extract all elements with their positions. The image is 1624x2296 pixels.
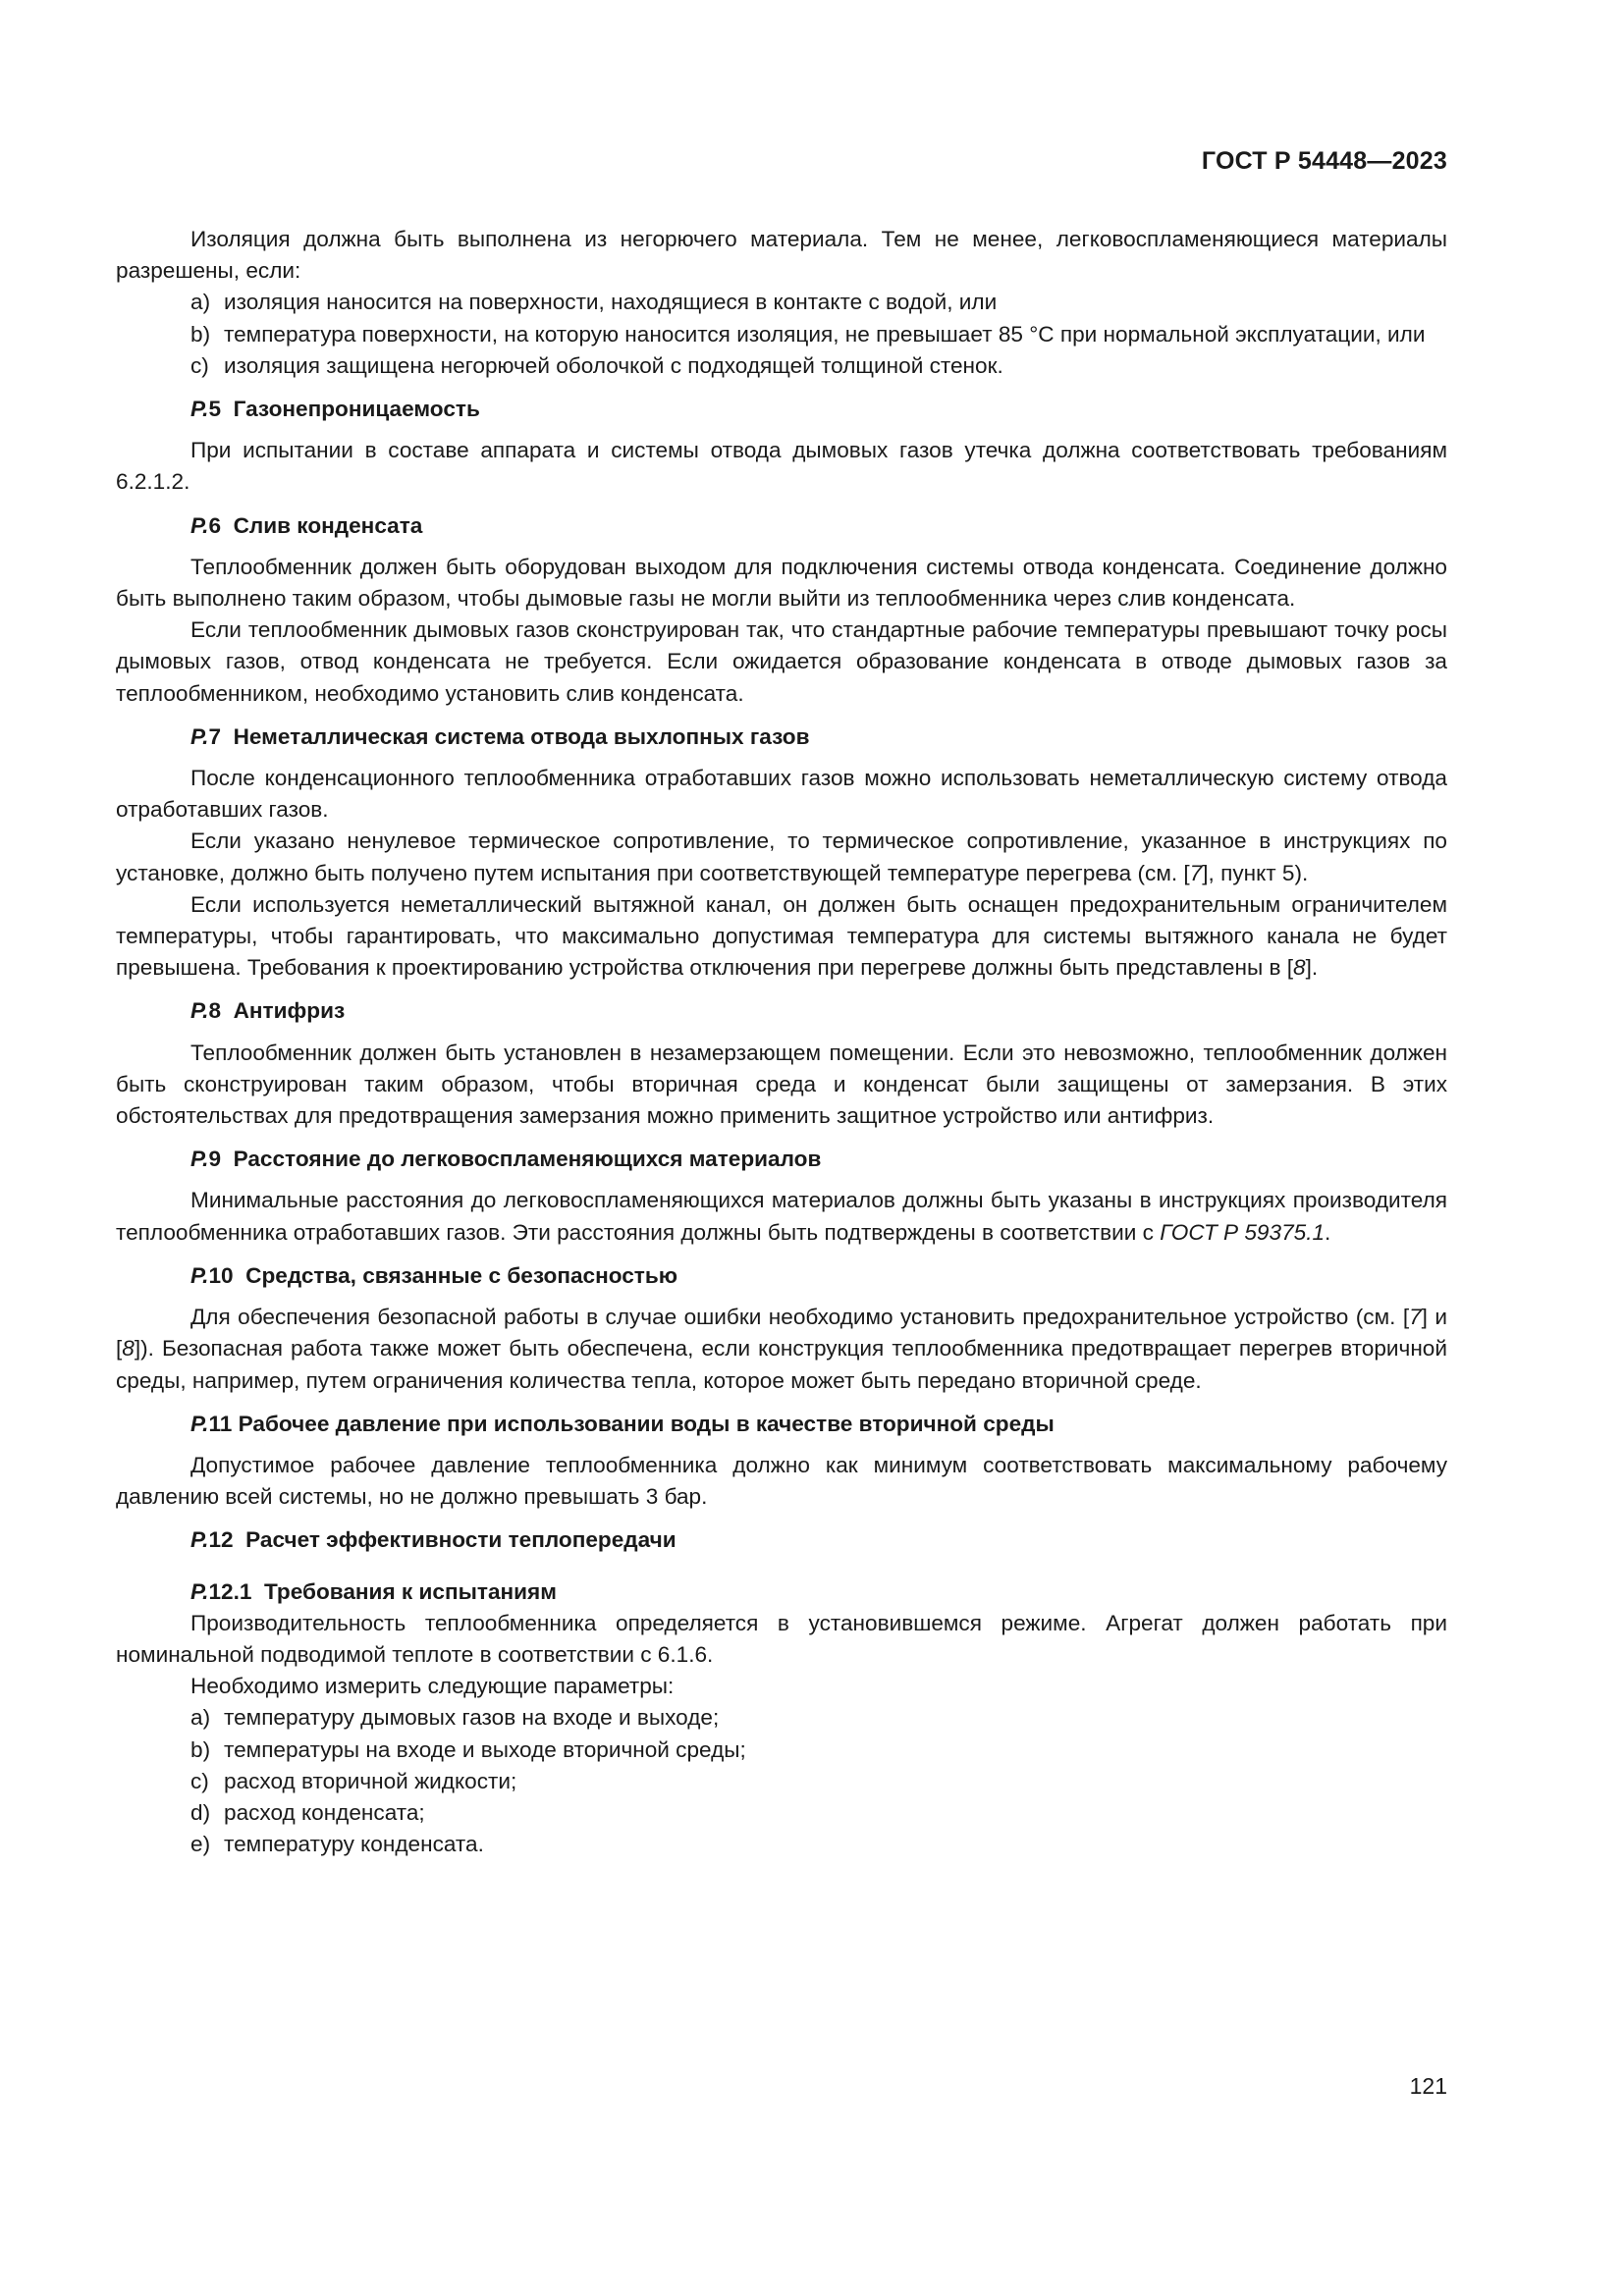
paragraph-text: . <box>1325 1219 1331 1245</box>
list-marker: c) <box>190 1768 209 1793</box>
list-item <box>116 1829 1447 1860</box>
reference-7: 7 <box>1189 860 1203 885</box>
paragraph: Теплообменник должен быть оборудован выходом для подключения системы отвода конденсата. Соединение должно быть выполнено таким образом, чтобы дымовые газы не могли выйти из теплообменника через слив конденсата. <box>116 554 1447 612</box>
paragraph: После конденсационного теплообменника отработавших газов можно использовать неметаллическую систему отвода отработавших газов. <box>116 766 1447 823</box>
list-item <box>116 1735 1447 1766</box>
section-prefix: P. <box>190 1578 209 1604</box>
section-number: 7 <box>208 723 222 749</box>
section-prefix: P. <box>190 723 209 749</box>
paragraph <box>116 826 1447 888</box>
list-marker: b) <box>190 1736 211 1762</box>
list-text: расход вторичной жидкости; <box>224 1768 517 1793</box>
paragraph <box>116 1185 1447 1248</box>
list-item <box>116 1766 1447 1797</box>
section-heading-p7 <box>116 721 1447 753</box>
list-item <box>116 287 1447 318</box>
paragraph-text: Для обеспечения безопасной работы в случае ошибки необходимо установить предохранительное устройство (см. [ <box>190 1305 1410 1330</box>
section-heading-p5 <box>116 394 1447 425</box>
list-marker: a) <box>190 1705 211 1731</box>
section-number: 12 <box>208 1527 234 1553</box>
section-number: 5 <box>208 397 222 422</box>
document-code: ГОСТ Р 54448—2023 <box>1201 147 1447 175</box>
section-number: 11 <box>208 1411 233 1436</box>
paragraph: Теплообменник должен быть установлен в незамерзающем помещении. Если это невозможно, теплообменник должен быть сконструирован таким образом, чтобы вторичная среда и конденсат были защищены от замерзания. В этих обстоятельствах для предотвращения замерзания можно применить защитное устройство или антифриз. <box>116 1040 1447 1129</box>
section-heading-p12-1 <box>116 1576 1447 1608</box>
section-heading-p6 <box>116 510 1447 542</box>
list-item <box>116 319 1447 350</box>
section-title: Антифриз <box>233 998 346 1024</box>
reference-8: 8 <box>122 1336 135 1362</box>
list-text: изоляция наносится на поверхности, находящиеся в контакте с водой, или <box>224 290 998 315</box>
reference-8: 8 <box>1293 955 1306 981</box>
section-number: 9 <box>208 1147 222 1172</box>
section-title: Слив конденсата <box>233 512 423 538</box>
section-prefix: P. <box>190 1411 209 1436</box>
section-heading-p10 <box>116 1260 1447 1292</box>
paragraph-text: ], пункт 5). <box>1202 860 1309 885</box>
list-item <box>116 1702 1447 1734</box>
paragraph: Допустимое рабочее давление теплообменника должно как минимум соответствовать максимальному рабочему давлению всей системы, но не должно превышать 3 бар. <box>116 1452 1447 1510</box>
spacer <box>116 1567 1447 1576</box>
intro-paragraph: Изоляция должна быть выполнена из негорючего материала. Тем не менее, легковоспламеняющиеся материалы разрешены, если: <box>116 227 1447 284</box>
list-marker: c) <box>190 352 209 378</box>
section-title: Газонепроницаемость <box>233 397 480 422</box>
section-heading-p8 <box>116 995 1447 1027</box>
section-title: Расчет эффективности теплопередачи <box>245 1527 677 1553</box>
section-number: 8 <box>208 998 222 1024</box>
document-body <box>116 224 1447 1860</box>
paragraph-text: ]. <box>1305 955 1319 981</box>
section-heading-p9 <box>116 1144 1447 1175</box>
list-marker: e) <box>190 1832 211 1857</box>
paragraph: Если теплообменник дымовых газов сконструирован так, что стандартные рабочие температуры превышают точку росы дымовых газов, отвод конденсата не требуется. Если ожидается образование конденсата в отводе дымовых газов за теплообменником, необходимо установить слив конденсата. <box>116 617 1447 706</box>
list-text: температуру дымовых газов на входе и выходе; <box>224 1705 720 1731</box>
section-heading-p11 <box>116 1409 1447 1440</box>
reference-7: 7 <box>1409 1305 1422 1330</box>
list-marker: a) <box>190 290 211 315</box>
section-prefix: P. <box>190 512 209 538</box>
paragraph-text: ]). Безопасная работа также может быть обеспечена, если конструкция теплообменника предотвращает перегрев вторичной среды, например, путем ограничения количества тепла, которое может быть передано вторичной среде. <box>116 1336 1447 1393</box>
list-text: температура поверхности, на которую наносится изоляция, не превышает 85 °C при нормальной эксплуатации, или <box>224 321 1426 347</box>
paragraph <box>116 889 1447 985</box>
section-title: Рабочее давление при использовании воды в качестве вторичной среды <box>238 1411 1055 1436</box>
list-text: температуры на входе и выходе вторичной среды; <box>224 1736 746 1762</box>
section-title: Средства, связанные с безопасностью <box>245 1262 678 1288</box>
section-prefix: P. <box>190 1147 209 1172</box>
paragraph: Необходимо измерить следующие параметры: <box>190 1674 675 1699</box>
section-title: Требования к испытаниям <box>263 1578 557 1604</box>
paragraph-text: Если указано ненулевое термическое сопротивление, то термическое сопротивление, указанное в инструкциях по установке, должно быть получено путем испытания при соответствующей температуре перегрева (см. [ <box>116 828 1447 885</box>
section-heading-p12 <box>116 1524 1447 1556</box>
paragraph-text: Если используется неметаллический вытяжной канал, он должен быть оснащен предохранительным ограничителем температуры, чтобы гарантировать, что максимально допустимая температура для системы вытяжного канала не будет превышена. Требования к проектированию устройства отключения при перегреве должны быть представлены в [ <box>116 891 1447 981</box>
section-number: 12.1 <box>208 1578 252 1604</box>
paragraph-text: ] и [ <box>116 1305 1447 1362</box>
list-marker: d) <box>190 1799 211 1825</box>
section-number: 6 <box>208 512 222 538</box>
list-marker: b) <box>190 321 211 347</box>
list-text: температуру конденсата. <box>224 1832 484 1857</box>
section-prefix: P. <box>190 397 209 422</box>
standard-reference: ГОСТ Р 59375.1 <box>1160 1219 1326 1245</box>
section-title: Неметаллическая система отвода выхлопных газов <box>233 723 810 749</box>
document-page <box>116 0 1447 2296</box>
list-text: изоляция защищена негорючей оболочкой с подходящей толщиной стенок. <box>224 352 1003 378</box>
list-item <box>116 350 1447 382</box>
paragraph: Производительность теплообменника определяется в установившемся режиме. Агрегат должен работать при номинальной подводимой теплоте в соответствии с 6.1.6. <box>116 1610 1447 1667</box>
section-prefix: P. <box>190 998 209 1024</box>
paragraph: При испытании в составе аппарата и системы отвода дымовых газов утечка должна соответствовать требованиям 6.2.1.2. <box>116 438 1447 495</box>
section-number: 10 <box>208 1262 234 1288</box>
section-prefix: P. <box>190 1527 209 1553</box>
list-text: расход конденсата; <box>224 1799 425 1825</box>
page-number: 121 <box>1409 2073 1447 2099</box>
section-title: Расстояние до легковоспламеняющихся материалов <box>233 1147 822 1172</box>
list-item <box>116 1797 1447 1829</box>
paragraph <box>116 1302 1447 1397</box>
section-prefix: P. <box>190 1262 209 1288</box>
paragraph-text: Минимальные расстояния до легковоспламеняющихся материалов должны быть указаны в инструкциях производителя теплообменника отработавших газов. Эти расстояния должны быть подтверждены в соответствии с <box>116 1188 1447 1245</box>
